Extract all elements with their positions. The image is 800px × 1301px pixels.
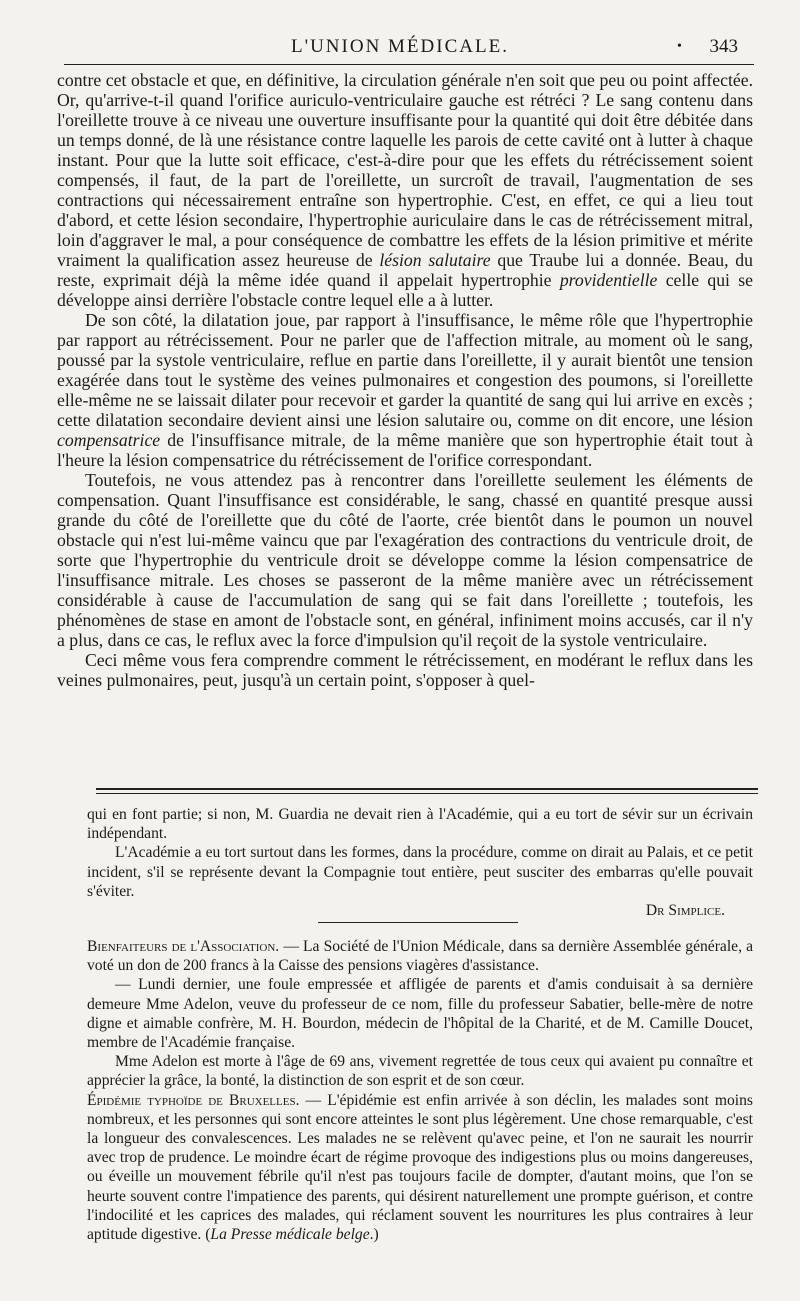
feuilleton-paragraph-2: L'Académie a eu tort surtout dans les formes, dans la procédure, comme on dirait au Palais, et ce petit incident, s'il se représente devant la Compagnie tout entière, peut susciter des embarras qu'elle pouvait s'éviter. bbox=[87, 844, 753, 900]
news-heading: Bienfaiteurs de l'Association. bbox=[87, 938, 280, 955]
header-rule bbox=[64, 64, 754, 65]
news-item-obituary: — Lundi dernier, une foule empressée et affligée de parents et d'amis conduisait à sa dernière demeure Mme Adelon, veuve du professeur de ce nom, fille du professeur Sabatier, belle-mère de notre digne et aimable confrère, M. H. Bourdon, médecin de l'hôpital de la Charité, et de M. Camille Doucet, membre de l'Académie française. bbox=[87, 976, 753, 1052]
paragraph-3: Toutefois, ne vous attendez pas à rencontrer dans l'oreillette seulement les éléments de compensation. Quant l'insuffisance est considérable, le sang, chassé en quantité presque aussi grande du côté de l'oreillette que du côté de l'aorte, crée bientôt dans le poumon un nouvel obstacle qui n'est lui-même vaincu que par l'exagération des contractions du ventricule droit, de sorte que l'hypertrophie du ventricule droit se développe comme la lésion compensatrice de l'insuffisance mitrale. Les choses se passeront de la même manière avec un rétrécissement considérable à cause de l'accumulation de sang qui se fait dans l'oreillette ; toutefois, les phénomènes de stase en amont de l'obstacle sont, en général, infiniment moins accusés, car il n'y a plus, dans ce cas, le reflux avec la force d'impulsion qu'il reçoit de la systole ventriculaire. bbox=[57, 470, 753, 650]
news-item-obituary-2: Mme Adelon est morte à l'âge de 69 ans, vivement regrettée de tous ceux qui avaient pu connaître et apprécier la grâce, la bonté, la distinction de son esprit et de son cœur. bbox=[87, 1053, 753, 1090]
news-section bbox=[87, 937, 753, 1244]
news-heading: Épidémie typhoïde de Bruxelles. bbox=[87, 1091, 300, 1109]
journal-title: L'UNION MÉDICALE. bbox=[291, 36, 509, 57]
feuilleton-separator bbox=[96, 788, 758, 794]
header-bullet: • bbox=[677, 39, 682, 54]
source-citation: La Presse médicale belge bbox=[210, 1226, 370, 1244]
signature: Dr Simplice. bbox=[645, 902, 725, 920]
emphasis-providentielle: providentielle bbox=[559, 270, 658, 290]
paragraph-2: De son côté, la dilatation joue, par rapport à l'insuffisance, le même rôle que l'hypertrophie par rapport au rétrécissement. Pour ne parler que de l'affection mitrale, au moment où le sang, poussé par la systole ventriculaire, reflue en partie dans l'oreillette, il y aurait bientôt une tension exagérée dans tout le système des veines pulmonaires et congestion des poumons, si l'oreillette elle-même ne se laissait dilater pour recevoir et garder la quantité de sang qui lui arrive en excès ; cette dilatation secondaire devient ainsi une lésion salutaire ou, comme on dit encore, une lésion compensatrice de l'insuffisance mitrale, de la même manière que son hypertrophie était tout à l'heure la lésion compensatrice du rétrécissement de l'orifice correspondant. bbox=[57, 310, 753, 470]
news-item-bienfaiteurs: Bienfaiteurs de l'Association. — La Société de l'Union Médicale, dans sa dernière Assemblée générale, a voté un don de 200 francs à la Caisse des pensions viagères d'assistance. bbox=[87, 938, 754, 975]
emphasis-lesion-salutaire: lésion salutaire bbox=[379, 250, 491, 270]
paragraph-1: contre cet obstacle et que, en définitive, la circulation générale n'en soit que peu ou point affectée. Or, qu'arrive-t-il quand l'orifice auriculo-ventriculaire gauche est rétréci ? Le sang contenu dans l'oreillette trouve à ce niveau une ouverture insuffisante pour la quantité qui doit être débitée dans un temps donné, de là une résistance contre laquelle les parois de cette cavité ont à lutter à chaque instant. Pour que la lutte soit efficace, c'est-à-dire pour que les effets du rétrécissement soient compensés, il faut, de la part de l'oreillette, un surcroît de travail, l'augmentation de ses contractions qui nécessairement entraîne son hypertrophie. C'est, en effet, ce qui a lieu tout d'abord, et cette lésion secondaire, l'hypertrophie auriculaire dans le cas de rétrécissement mitral, loin d'aggraver le mal, a pour conséquence de combattre les effets de la lésion primitive et mérite vraiment la qualification assez heureuse de lésion salutaire que Traube lui a donnée. Beau, du reste, exprimait déjà la même idée quand il appelait hypertrophie providentielle celle qui se développe ainsi derrière l'obstacle contre lequel elle a à lutter. bbox=[57, 70, 753, 310]
news-item-epidemie: Épidémie typhoïde de Bruxelles. — L'épidémie est enfin arrivée à son déclin, les malades sont moins nombreux, et les personnes qui sont encore atteintes le sont plus légèrement. Une chose remarquable, c'est la longueur des convalescences. Les malades ne se relèvent qu'avec peine, et l'on ne saurait les nourrir avec trop de prudence. Le moindre écart de régime provoque des indigestions plus ou moins dangereuses, ou éveille un mouvement fébrile qu'il n'est pas toujours facile de dompter, d'autant moins, que l'on se heurte souvent contre l'impatience des parents, qui désirent naturellement une prompte guérison, et contre l'indocilité et les caprices des malades, qui réclament souvent les nourritures les plus contraires à leur aptitude digestive. (La Presse médicale belge.) bbox=[87, 1091, 753, 1244]
emphasis-compensatrice: compensatrice bbox=[57, 430, 161, 450]
page-number: 343 bbox=[709, 36, 738, 57]
running-header bbox=[60, 36, 740, 60]
feuilleton bbox=[87, 805, 753, 920]
main-article bbox=[57, 70, 753, 690]
section-rule bbox=[318, 922, 518, 923]
paragraph-4: Ceci même vous fera comprendre comment le rétrécissement, en modérant le reflux dans les veines pulmonaires, peut, jusqu'à un certain point, s'opposer à quel- bbox=[57, 650, 753, 690]
feuilleton-paragraph-1: qui en font partie; si non, M. Guardia ne devait rien à l'Académie, qui a eu tort de sévir sur un écrivain indépendant. bbox=[87, 806, 753, 843]
